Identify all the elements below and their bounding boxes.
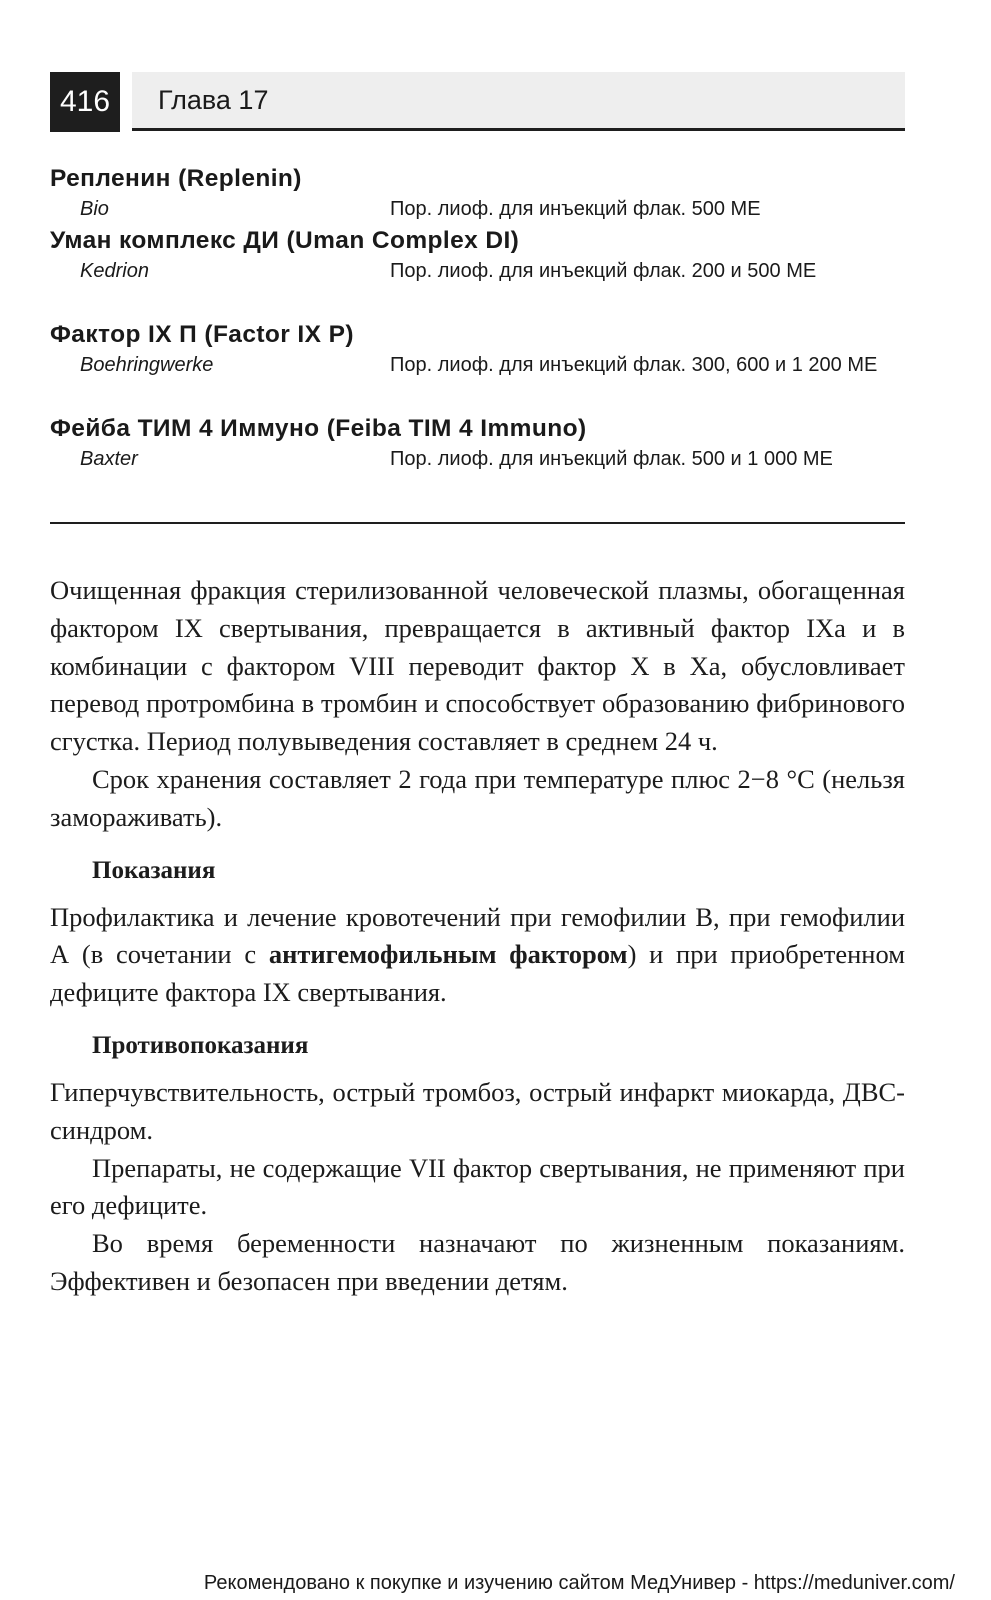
indications-heading: Показания [92, 856, 216, 884]
product-row [50, 351, 905, 413]
chapter-title: Глава 17 [158, 85, 269, 115]
section-divider [50, 522, 905, 524]
indications-paragraph [50, 899, 905, 1012]
product-name: Репленин (Replenin) [50, 165, 302, 192]
contraindications-paragraph: Гиперчувствительность, острый тромбоз, острый инфаркт миокарда, ДВС-синдром. [50, 1076, 905, 1145]
contraindications-note: Препараты, не содержащие VII фактор свертывания, не применяют при его дефиците. [50, 1152, 905, 1221]
product-manufacturer: Baxter [80, 448, 138, 470]
product-form: Пор. лиоф. для инъекций флак. 500 МЕ [390, 198, 761, 220]
contraindications-heading: Противопоказания [92, 1031, 309, 1059]
product-list [50, 163, 905, 507]
indications-bold-term: антигемофильным фактором [268, 939, 628, 970]
product-manufacturer: Kedrion [80, 260, 149, 282]
product-form: Пор. лиоф. для инъекций флак. 200 и 500 МЕ [390, 260, 817, 282]
product-name: Уман комплекс ДИ (Uman Complex DI) [50, 227, 520, 254]
product-name: Фактор IX П (Factor IX P) [50, 321, 354, 348]
page-number: 416 [50, 72, 120, 132]
product-row [50, 257, 905, 319]
product-row [50, 445, 905, 507]
product-form: Пор. лиоф. для инъекций флак. 500 и 1 000 МЕ [390, 448, 833, 470]
product-row [50, 195, 905, 225]
indications-text-before: Профилактика и лечение кровотечений при гемофилии В, при гемофилии А (в сочетании с [50, 901, 905, 970]
product-manufacturer: Bio [80, 198, 109, 220]
footer-recommendation: Рекомендовано к покупке и изучению сайтом МедУнивер - https://meduniver.com/ [203, 1572, 955, 1594]
product-manufacturer: Boehringwerke [80, 354, 214, 376]
description-paragraph: Очищенная фракция стерилизованной человеческой плазмы, обогащенная фактором IX свертывания, превращается в активный фактор IXa и в комбинации с фактором VIII переводит фактор X в Xa, обусловливает перевод протромбина в тромбин и способствует образованию фибринового сгустка. Период полувыведения составляет в среднем 24 ч. [50, 575, 905, 757]
page-header [50, 72, 905, 132]
indications-text-after: ) и при приобретенном дефиците фактора IX свертывания. [50, 939, 905, 1008]
chapter-bar [132, 72, 905, 131]
article-body [50, 572, 905, 1301]
pregnancy-note: Во время беременности назначают по жизненным показаниям. Эффективен и безопасен при введении детям. [50, 1228, 905, 1296]
storage-paragraph: Срок хранения составляет 2 года при температуре плюс 2−8 °С (нельзя замораживать). [50, 763, 905, 832]
product-name: Фейба ТИМ 4 Иммуно (Feiba TIM 4 Immuno) [50, 415, 587, 442]
product-form: Пор. лиоф. для инъекций флак. 300, 600 и 1 200 МЕ [390, 354, 878, 376]
